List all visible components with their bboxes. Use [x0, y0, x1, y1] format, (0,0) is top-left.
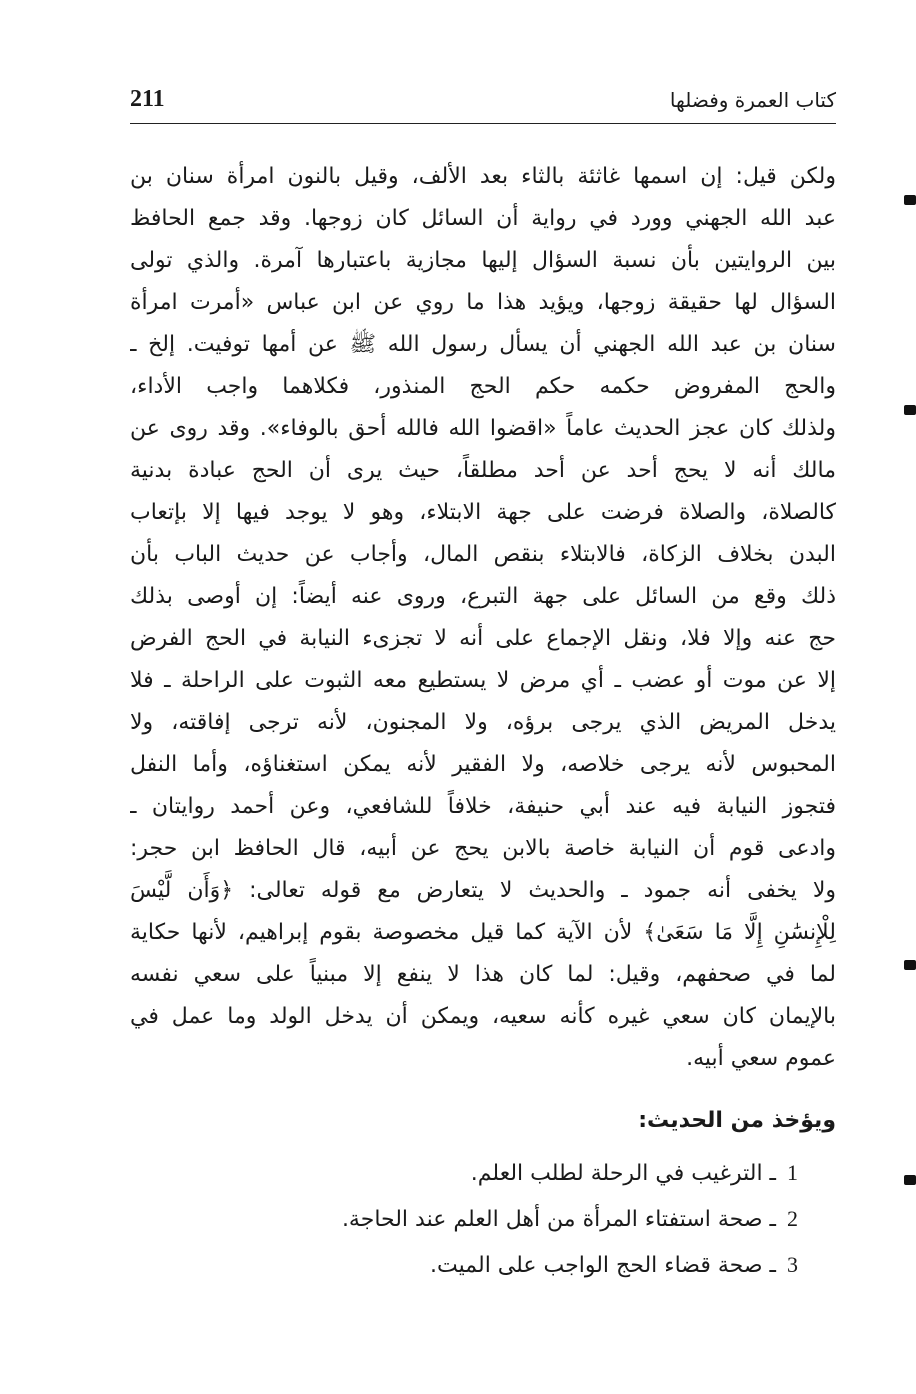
body-line: فتجوز النيابة فيه عند أبي حنيفة، خلافاً للشافعي، وعن أحمد روايتان ـ [130, 794, 836, 819]
binding-hole-mark [904, 195, 916, 205]
body-line: وادعى قوم أن النيابة خاصة بالابن يحج عن أبيه، قال الحافظ ابن حجر: [130, 836, 836, 861]
body-line: ولكن قيل: إن اسمها غاثئة بالثاء بعد الألف، وقيل بالنون امرأة سنان بن [130, 164, 836, 189]
body-line: بين الروايتين بأن نسبة السؤال إليها مجازية باعتبارها آمرة. والذي تولى [130, 248, 836, 273]
list-item-number: 3 [787, 1252, 798, 1277]
body-line: والحج المفروض حكمه حكم الحج المنذور، فكلاهما واجب الأداء، [130, 374, 836, 399]
body-line: كالصلاة، والصلاة فرضت على جهة الابتلاء، وهو لا يوجد فيها إلا بإتعاب [130, 500, 836, 525]
body-line: المحبوس لأنه يرجى خلاصه، ولا الفقير لأنه يمكن استغناؤه، وأما النفل [130, 752, 836, 777]
binding-hole-mark [904, 1175, 916, 1185]
page-number: 211 [130, 86, 165, 112]
running-title: كتاب العمرة وفضلها [669, 88, 836, 112]
body-text [130, 156, 836, 1080]
body-line: عموم سعي أبيه. [686, 1046, 836, 1071]
list-item [130, 1242, 836, 1288]
body-line: يدخل المريض الذي يرجى برؤه، ولا المجنون، لأنه ترجى إفاقته، ولا [130, 710, 836, 735]
header-rule [130, 123, 836, 124]
body-line: السؤال لها حقيقة زوجها، ويؤيد هذا ما روي عن ابن عباس «أمرت امرأة [130, 290, 836, 315]
list-item [130, 1196, 836, 1242]
body-line: ذلك وقع من السائل على جهة التبرع، وروى عنه أيضاً: إن أوصى بذلك [130, 584, 836, 609]
list-item-text: ـ صحة استفتاء المرأة من أهل العلم عند الحاجة. [341, 1207, 776, 1232]
body-line: سنان بن عبد الله الجهني أن يسأل رسول الله ﷺ عن أمها توفيت. إلخ ـ [130, 332, 836, 357]
list-item-text: ـ الترغيب في الرحلة لطلب العلم. [470, 1161, 776, 1186]
body-line: لما في صحفهم، وقيل: لما كان هذا لا ينفع إلا مبنياً على سعي نفسه [130, 962, 836, 987]
body-line: مالك أنه لا يحج أحد عن أحد مطلقاً، حيث يرى أن الحج عبادة بدنية [130, 458, 836, 483]
list-item-text: ـ صحة قضاء الحج الواجب على الميت. [430, 1253, 776, 1278]
body-line: ولذلك كان عجز الحديث عاماً «اقضوا الله فالله أحق بالوفاء». وقد روى عن [130, 416, 836, 441]
list-item-number: 1 [787, 1160, 798, 1185]
section-heading: ويؤخذ من الحديث: [638, 1108, 836, 1133]
body-line: لِلْإِنسَٰنِ إِلَّا مَا سَعَىٰ﴾ لأن الآية كما قيل مخصوصة بقوم إبراهيم، لأنها حكاية [130, 920, 836, 945]
body-line: بالإيمان كان سعي غيره كأنه سعيه، ويمكن أن يدخل الولد وما عمل في [130, 1004, 836, 1029]
binding-hole-mark [904, 405, 916, 415]
binding-hole-mark [904, 960, 916, 970]
body-line: ولا يخفى أنه جمود ـ والحديث لا يتعارض مع قوله تعالى: ﴿وَأَن لَّيْسَ [130, 878, 836, 903]
body-line: البدن بخلاف الزكاة، فالابتلاء بنقص المال، وأجاب عن حديث الباب بأن [130, 542, 836, 567]
body-line: عبد الله الجهني وورد في رواية أن السائل كان زوجها. وقد جمع الحافظ [130, 206, 836, 231]
body-line: حج عنه وإلا فلا، ونقل الإجماع على أنه لا تجزىء النيابة في الحج الفرض [130, 626, 836, 651]
list-item [130, 1150, 836, 1196]
page-header [130, 82, 836, 122]
list-item-number: 2 [787, 1206, 798, 1231]
benefits-list [130, 1150, 836, 1288]
body-line: إلا عن موت أو عضب ـ أي مرض لا يستطيع معه الثبوت على الراحلة ـ فلا [130, 668, 836, 693]
